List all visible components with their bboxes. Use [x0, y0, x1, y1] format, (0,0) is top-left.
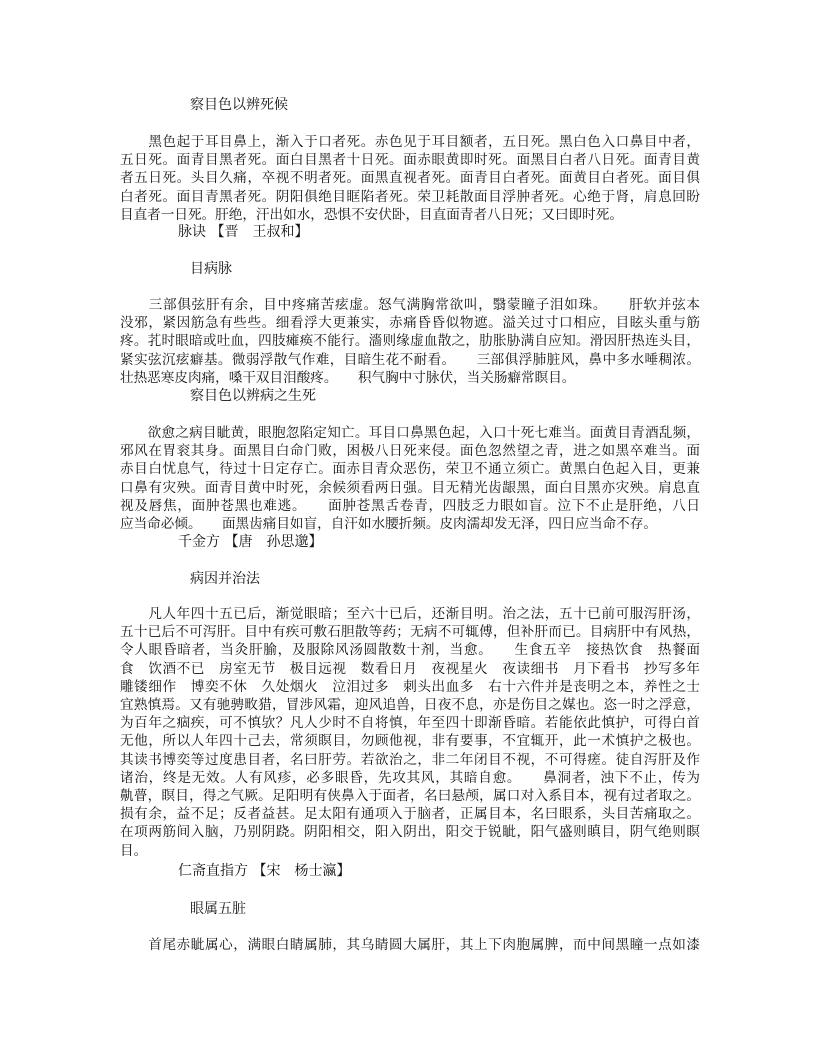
- section-heading: 病因并治法: [190, 571, 260, 587]
- text-line: 令人眼昏暗者，当灸肝腧，及服除风汤圆散数十剂，当愈。 生食五辛 接热饮食 热餐面: [120, 642, 700, 659]
- text-line: 宜熟慎焉。又有驰骋畋猎，冒涉风霜，迎风追兽，日夜不息，亦是伤目之媒也。恣一时之浮意，: [120, 697, 700, 714]
- text-line: 其读书博奕等过度患目者，名曰肝劳。若欲治之，非二年闭目不视，不可得瘥。徒自泻肝及作: [120, 751, 700, 768]
- text-line: 疼。芤时眼暗或吐血，四肢瘫痪不能行。濇则缘虚血散之，肋胀胁满自应知。滑因肝热连头目，: [120, 333, 700, 350]
- text-line: 应当命必倾。 面黑齿痛目如盲，自汗如水腰折频。皮肉濡却发无泽，四日应当命不存。: [120, 516, 657, 533]
- text-line: 诸治，终是无效。人有风疹，必多眼昏，先攻其风，其暗自愈。 鼻洞者，浊下不止，传为: [120, 769, 700, 786]
- text-line: 五日死。面青目黑者死。面白目黑者十日死。面赤眼黄即时死。面黑目白者八日死。面青目黄: [120, 152, 700, 169]
- text-line: 五十已后不可泻肝。目中有疾可敷石胆散等药；无病不可辄傅，但补肝而已。目病肝中有风热，: [120, 624, 700, 641]
- source-citation: 脉诀 【晋 王叔和】: [178, 224, 309, 240]
- text-line: 食 饮酒不已 房室无节 极目远视 数看日月 夜视星火 夜读细书 月下看书 抄写多年: [120, 660, 700, 677]
- section-heading: 察目色以辨死候: [190, 97, 288, 113]
- text-line: 壮热恶寒皮肉痛，嗓干双目泪酸疼。 积气胸中寸脉伏，当关肠癖常瞑目。: [120, 369, 576, 386]
- source-citation: 仁斋直指方 【宋 杨士瀛】: [178, 863, 351, 879]
- paragraph: [120, 424, 700, 533]
- text-line: 凡人年四十五已后，渐觉眼暗；至六十已后，还渐目明。治之法，五十已前可服泻肝汤，: [120, 606, 700, 622]
- text-line: 紧实弦沉痃癖基。微弱浮散气作难，目暗生花不耐看。 三部俱浮肺脏风，鼻中多水唾稠浓。: [120, 351, 700, 368]
- text-line: 无他，所以人年四十己去，常须瞑目，勿顾他视，非有要事，不宜辄开，此一术慎护之极也。: [120, 733, 700, 750]
- text-line: 者五日死。头目久痛，卒视不明者死。面黑直视者死。面青目白者死。面黄目白者死。面目俱: [120, 170, 700, 187]
- text-line: 为百年之痼疾，可不慎欤？凡人少时不自将慎，年至四十即渐昏暗。若能依此慎护，可得白首: [120, 715, 700, 732]
- text-line: 首尾赤眦属心，满眼白睛属肺，其乌睛圆大属肝，其上下肉胞属脾，而中间黑瞳一点如漆: [120, 937, 700, 953]
- text-line: 黑色起于耳目鼻上，渐入于口者死。赤色见于耳目额者，五日死。黑白色入口鼻目中者，: [120, 134, 700, 150]
- text-line: 损有余，益不足；反者益甚。足太阳有通项入于脑者，正属目本，名曰眼系，头目苦痛取之。: [120, 806, 700, 823]
- text-line: 白者死。面目青黑者死。阴阳俱绝目眶陷者死。荣卫耗散面目浮肿者死。心绝于肾，肩息回盼: [120, 188, 700, 205]
- paragraph: [120, 936, 700, 954]
- text-line: 视及唇焦，面肿苍黑也难逃。 面肿苍黑舌卷青，四肢乏力眼如盲。泣下不止是肝绝，八日: [120, 497, 700, 514]
- section-heading: 目病脉: [190, 261, 232, 277]
- text-line: 目。: [120, 842, 148, 859]
- text-line: 目直者一日死。肝绝，汗出如水，恐惧不安伏卧，目直面青者八日死；又曰即时死。: [120, 206, 623, 223]
- paragraph: [120, 133, 700, 224]
- text-line: 口鼻有灾殃。面青目黄中时死，余候须看两日强。目无精光齿龈黑，面白目黑亦灾殃。肩息直: [120, 479, 700, 496]
- text-line: 邪风在胃衮其身。面黑目白命门败，困极八日死来侵。面色忽然望之青，进之如黑卒难当。面: [120, 443, 700, 460]
- text-line: 欲愈之病目眦黄，眼胞忽陷定知亡。耳目口鼻黑色起，入口十死七难当。面黄目青酒乱频，: [120, 425, 700, 441]
- section-heading: 眼属五脏: [190, 901, 246, 917]
- text-line: 三部俱弦肝有余，目中疼痛苦痃虚。怒气满胸常欲叫，翳蒙瞳子泪如珠。 肝软并弦本: [120, 297, 700, 313]
- text-line: 没邪，紧因筋急有些些。细看浮大更兼实，赤痛昏昏似物遮。溢关过寸口相应，目眩头重与筋: [120, 315, 700, 332]
- text-line: 在项两筋间入脑，乃别阴跷。阴阳相交，阳入阴出，阳交于锐眦，阳气盛则瞋目，阴气绝则瞑: [120, 824, 700, 841]
- paragraph: [120, 605, 700, 860]
- source-citation: 千金方 【唐 孙思邈】: [178, 534, 323, 550]
- section-heading: 察目色以辨病之生死: [190, 388, 316, 404]
- text-line: 鼽瞢，瞑目，得之气厥。足阳明有侠鼻入于面者，名曰悬颅，属口对入系目本，视有过者取之。: [120, 788, 700, 805]
- paragraph: [120, 296, 700, 387]
- text-line: 雕镂细作 博奕不休 久处烟火 泣泪过多 刺头出血多 右十六件并是丧明之本，养性之士: [120, 678, 700, 695]
- text-line: 赤目白忧息气，待过十日定存亡。面赤目青众恶伤，荣卫不通立须亡。黄黑白色起入目，更兼: [120, 461, 700, 478]
